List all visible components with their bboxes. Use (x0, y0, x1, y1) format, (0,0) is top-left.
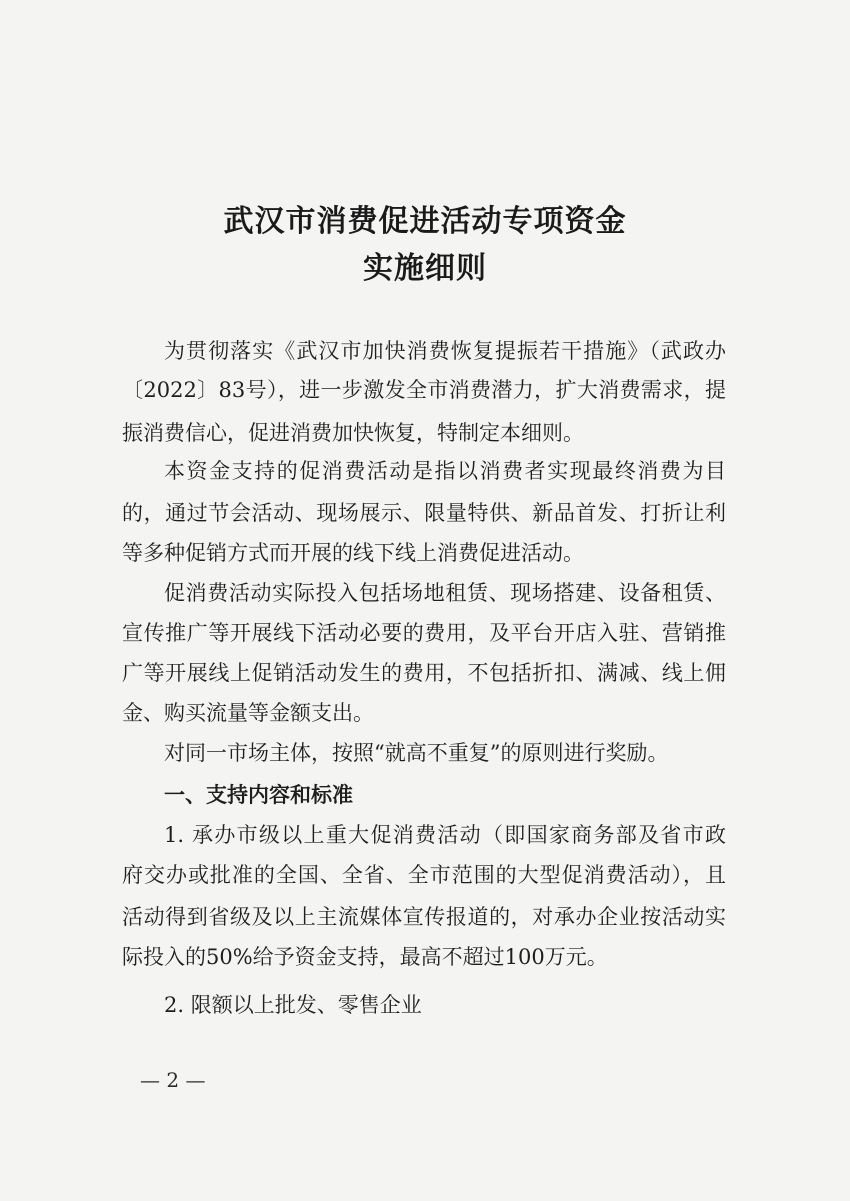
item-1-line-4: 际投入的50%给予资金支持，最高不超过100万元。 (122, 945, 608, 969)
paragraph-1-line-1: 为贯彻落实《武汉市加快消费恢复提振若干措施》（武政办 (164, 339, 726, 363)
item-2-line-1: 2. 限额以上批发、零售企业 (164, 993, 422, 1017)
page-number: — 2 — (140, 1068, 206, 1092)
paragraph-2-line-1: 本资金支持的促消费活动是指以消费者实现最终消费为目 (164, 459, 726, 483)
paragraph-3-line-1: 促消费活动实际投入包括场地租赁、现场搭建、设备租赁、 (164, 581, 726, 605)
paragraph-2-line-3: 等多种促销方式而开展的线下线上消费促进活动。 (122, 541, 584, 565)
item-1-line-1: 1. 承办市级以上重大促消费活动（即国家商务部及省市政 (164, 823, 726, 847)
paragraph-3-line-2: 宣传推广等开展线下活动必要的费用，及平台开店入驻、营销推 (122, 621, 726, 645)
paragraph-2-line-2: 的，通过节会活动、现场展示、限量特供、新品首发、打折让利 (122, 501, 726, 525)
section-heading: 一、支持内容和标准 (164, 783, 353, 807)
paragraph-1-line-3: 振消费信心，促进消费加快恢复，特制定本细则。 (122, 421, 584, 445)
paragraph-3-line-4: 金、购买流量等金额支出。 (122, 701, 374, 725)
paragraph-1-line-2: 〔2022〕83号），进一步激发全市消费潜力，扩大消费需求，提 (122, 378, 726, 402)
item-1-line-3: 活动得到省级及以上主流媒体宣传报道的，对承办企业按活动实 (122, 905, 726, 929)
document-title-line-2: 实施细则 (363, 251, 487, 286)
item-1-line-2: 府交办或批准的全国、全省、全市范围的大型促消费活动），且 (122, 863, 726, 887)
paragraph-3-line-3: 广等开展线上促销活动发生的费用，不包括折扣、满减、线上佣 (122, 661, 726, 685)
document-title-line-1: 武汉市消费促进活动专项资金 (223, 204, 627, 239)
paragraph-4-line-1: 对同一市场主体，按照“就高不重复”的原则进行奖励。 (164, 741, 669, 765)
